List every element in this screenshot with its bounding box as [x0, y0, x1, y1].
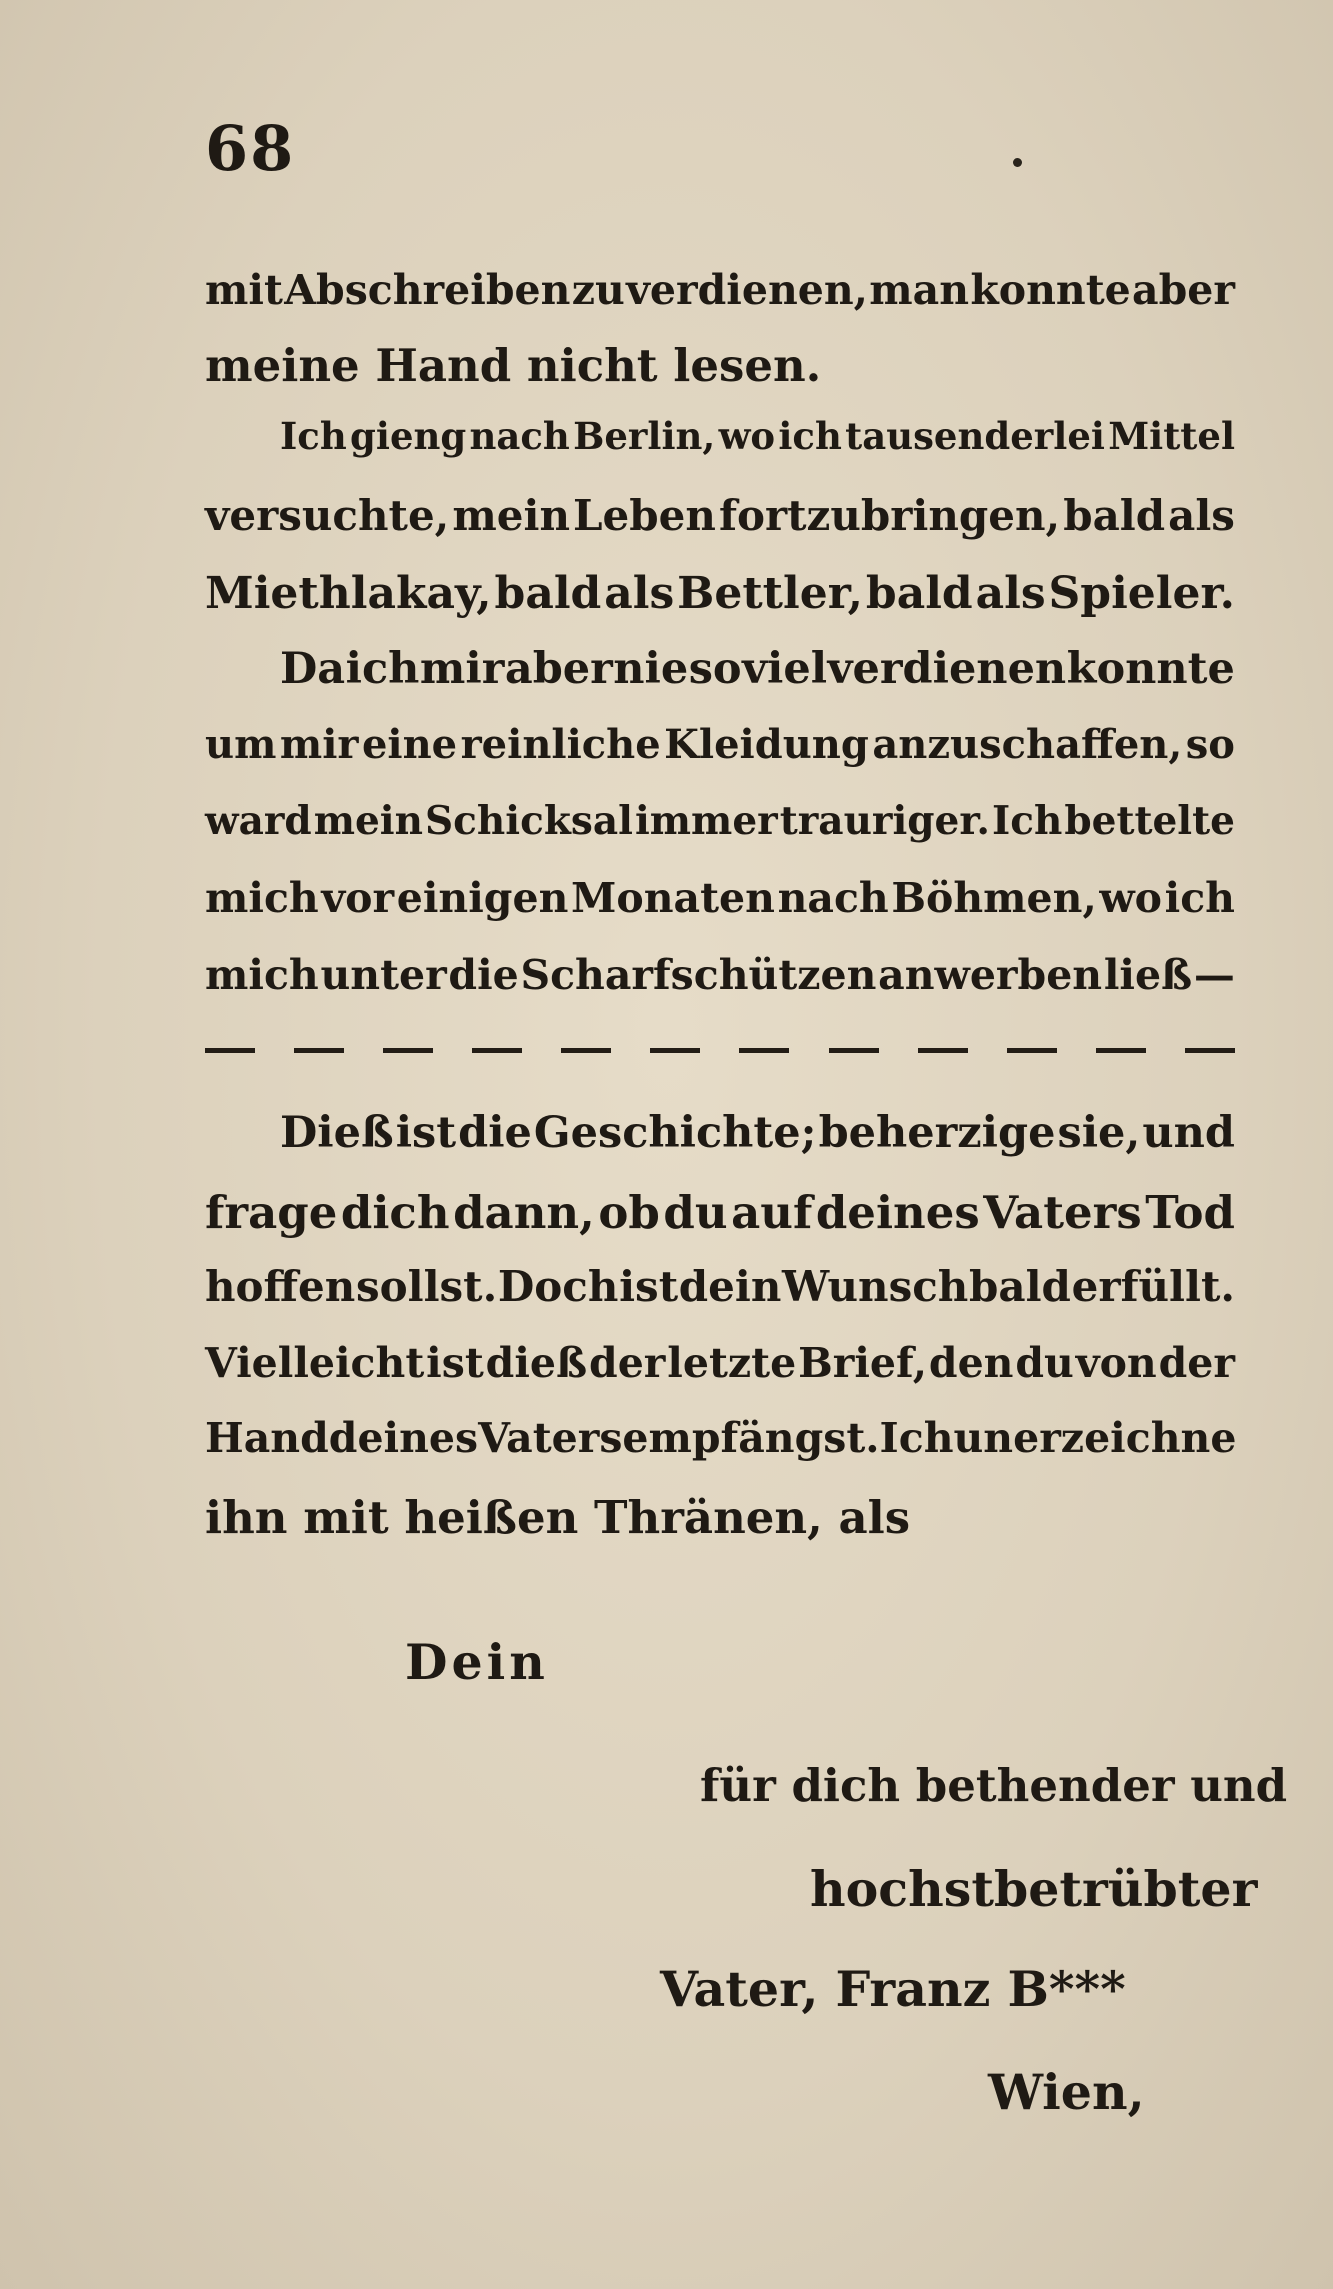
word: mir	[419, 644, 505, 694]
text-line	[205, 1414, 1237, 1462]
word: nie	[613, 644, 689, 694]
word: mein	[452, 491, 570, 540]
word: gieng	[350, 414, 467, 458]
word: Bettler,	[677, 568, 863, 619]
word: bald	[969, 1262, 1071, 1311]
word: so	[688, 644, 742, 694]
word: mich	[205, 874, 319, 922]
word: verdienen,	[626, 266, 868, 314]
word: wo	[1099, 874, 1163, 922]
word: deines	[328, 1414, 479, 1462]
dash	[205, 1048, 255, 1053]
word: ob	[598, 1186, 660, 1239]
word: Abschreiben	[284, 266, 571, 314]
word: mich	[205, 951, 319, 999]
word: Wunsch	[782, 1262, 969, 1311]
word: Ich	[280, 414, 347, 458]
word: Monaten	[571, 874, 775, 922]
header-dot	[1013, 158, 1022, 167]
word: so	[1185, 721, 1235, 768]
text-line	[205, 491, 1235, 540]
text-line	[205, 874, 1235, 922]
word: fortzubringen,	[718, 491, 1061, 540]
text-line	[205, 1339, 1235, 1387]
word: ist	[426, 1339, 484, 1387]
word: bald	[865, 568, 973, 619]
text-line	[280, 414, 1235, 458]
word: Schicksal	[425, 798, 633, 844]
word: nach	[777, 874, 889, 922]
text-line: ihn mit heißen Thränen, als	[205, 1491, 911, 1544]
word: als	[1168, 491, 1235, 540]
word: eine	[361, 721, 458, 768]
word: von	[1075, 1339, 1157, 1387]
word: vor	[321, 874, 395, 922]
word: beherzige	[818, 1108, 1056, 1158]
word: Böhmen,	[891, 874, 1097, 922]
dash	[472, 1048, 522, 1053]
word: unerzeichne	[953, 1414, 1237, 1462]
text-line	[205, 951, 1235, 999]
word: bald	[494, 568, 602, 619]
text-line	[205, 798, 1235, 844]
word: dich	[340, 1186, 450, 1239]
word: ward	[205, 798, 312, 844]
word: tausenderlei	[845, 414, 1105, 458]
word: bettelte	[1064, 798, 1235, 844]
word: Miethlakay,	[205, 568, 492, 619]
word: um	[205, 721, 277, 768]
word: mein	[313, 798, 423, 844]
text-line	[205, 266, 1235, 314]
dash	[650, 1048, 700, 1053]
word: Doch	[497, 1262, 619, 1311]
word: ich	[778, 414, 842, 458]
word: empfängst.	[622, 1414, 880, 1462]
word: unter	[320, 951, 447, 999]
word: du	[663, 1186, 728, 1239]
word: Kleidung	[664, 721, 869, 768]
word: man	[869, 266, 970, 314]
word: der	[589, 1339, 666, 1387]
text-line: meine Hand nicht lesen.	[205, 339, 822, 392]
word: auf	[731, 1186, 813, 1239]
word: trauriger.	[779, 798, 990, 844]
word: mit	[205, 266, 283, 314]
word: konnte	[1066, 644, 1235, 694]
word: wo	[718, 414, 776, 458]
dash	[829, 1048, 879, 1053]
word: deines	[815, 1186, 980, 1239]
word: aber	[504, 644, 613, 694]
word: Tod	[1145, 1186, 1235, 1239]
word: sie,	[1057, 1108, 1141, 1158]
word: versuchte,	[205, 491, 450, 540]
closing-salutation: Dein	[405, 1633, 549, 1691]
text-line	[205, 721, 1235, 768]
dash	[1185, 1048, 1235, 1053]
page-number: 68	[205, 112, 296, 185]
word: als	[604, 568, 675, 619]
word: Hand	[205, 1414, 329, 1462]
word: hoffen	[205, 1262, 356, 1311]
text-line	[205, 568, 1235, 619]
word: als	[975, 568, 1046, 619]
word: einigen	[396, 874, 569, 922]
word: den	[928, 1339, 1014, 1387]
word: Leben	[573, 491, 716, 540]
word: viel	[742, 644, 828, 694]
closing-line: hochstbetrübter	[810, 1860, 1258, 1918]
word: aber	[1132, 266, 1235, 314]
word: anzuschaffen,	[872, 721, 1183, 768]
word: ist	[395, 1108, 457, 1158]
dash	[739, 1048, 789, 1053]
word: Brief,	[798, 1339, 928, 1387]
word: konnte	[970, 266, 1131, 314]
word: nach	[469, 414, 570, 458]
word: anwerben	[878, 951, 1103, 999]
text-line	[205, 1262, 1235, 1311]
word: Scharfschützen	[520, 951, 877, 999]
word: Dieß	[280, 1108, 394, 1158]
closing-line: für dich bethender und	[700, 1759, 1288, 1812]
word: Vaters	[983, 1186, 1142, 1239]
word: mir	[279, 721, 359, 768]
word: sollst.	[355, 1262, 498, 1311]
word: die	[458, 1108, 532, 1158]
dash	[1096, 1048, 1146, 1053]
word: bald	[1063, 491, 1166, 540]
word: Ich	[879, 1414, 954, 1462]
word: Mittel	[1108, 414, 1235, 458]
dash	[383, 1048, 433, 1053]
dash	[1007, 1048, 1057, 1053]
word: immer	[634, 798, 778, 844]
word: zu	[571, 266, 625, 314]
dash	[294, 1048, 344, 1053]
word: der	[1158, 1339, 1235, 1387]
word: und	[1142, 1108, 1235, 1158]
word: die	[448, 951, 519, 999]
word: —	[1193, 951, 1235, 999]
word: Geschichte;	[533, 1108, 817, 1158]
dash	[918, 1048, 968, 1053]
word: dann,	[453, 1186, 595, 1239]
word: Da	[280, 644, 346, 694]
signature-place: Wien,	[988, 2063, 1145, 2121]
word: Spieler.	[1048, 568, 1235, 619]
word: ich	[1164, 874, 1235, 922]
word: Berlin,	[573, 414, 716, 458]
word: Ich	[991, 798, 1063, 844]
word: frage	[205, 1186, 338, 1239]
word: ist	[619, 1262, 679, 1311]
word: Vielleicht	[205, 1339, 425, 1387]
word: dieß	[485, 1339, 588, 1387]
text-line	[280, 644, 1235, 694]
word: verdienen	[827, 644, 1067, 694]
word: du	[1015, 1339, 1074, 1387]
word: erfüllt.	[1071, 1262, 1235, 1311]
word: reinliche	[460, 721, 661, 768]
dash-separator	[205, 1048, 1235, 1053]
word: Vaters	[478, 1414, 623, 1462]
word: ließ	[1103, 951, 1193, 999]
word: dein	[678, 1262, 782, 1311]
signature-name: Vater, Franz B***	[660, 1960, 1126, 2018]
dash	[561, 1048, 611, 1053]
text-line	[280, 1108, 1235, 1158]
word: ich	[345, 644, 420, 694]
text-line	[205, 1186, 1235, 1239]
word: letzte	[667, 1339, 797, 1387]
